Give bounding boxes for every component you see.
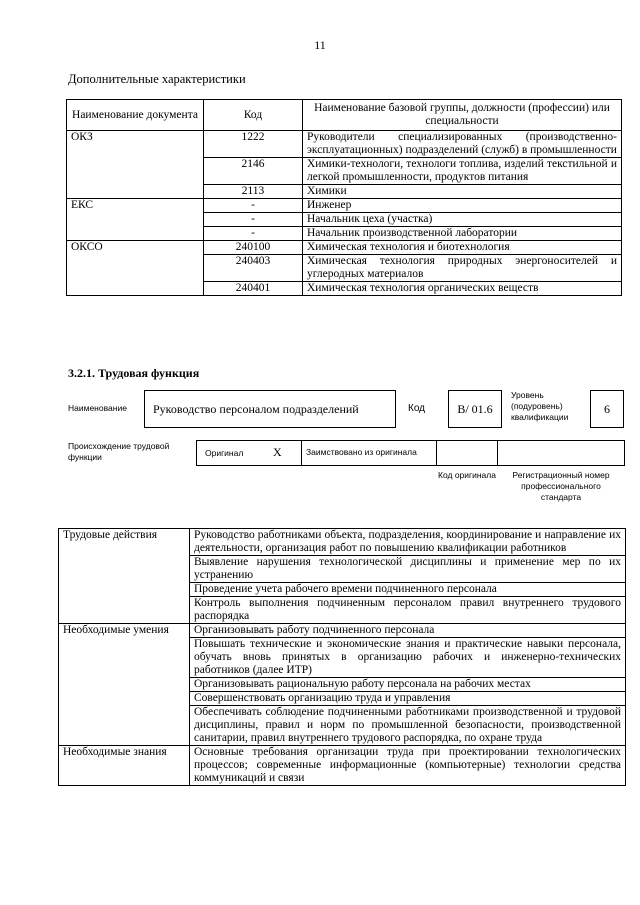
table-row	[59, 706, 626, 746]
level-label: Уровень (подуровень) квалификации	[511, 390, 569, 422]
function-code-value: B/ 01.6	[448, 390, 502, 428]
row-text: Основные требования организации труда при проектировании технологических процессов; современные информационные (компьютерные) технологии средства коммуникаций и связи	[190, 746, 626, 786]
row-name: Химическая технология природных энергоносителей и углеродных материалов	[303, 255, 622, 282]
table-row	[59, 583, 626, 597]
additional-characteristics-table	[66, 99, 622, 296]
row-label	[59, 678, 190, 692]
row-text: Организовывать работу подчиненного персонала	[190, 624, 626, 638]
row-code: 2146	[204, 158, 303, 185]
row-label	[59, 638, 190, 678]
row-name: Химическая технология и биотехнология	[303, 241, 622, 255]
original-cell	[196, 440, 302, 466]
row-doc: ЕКС	[67, 199, 204, 213]
borrowed-cell	[301, 440, 437, 466]
row-name: Начальник производственной лаборатории	[303, 227, 622, 241]
table-row	[59, 692, 626, 706]
row-name: Химическая технология органических веществ	[303, 282, 622, 296]
table-row	[67, 185, 622, 199]
row-doc	[67, 213, 204, 227]
original-code-cell	[436, 440, 498, 466]
row-text: Повышать технические и экономические знания и практические навыки персонала, обучать вновь принятых в организацию рабочих и инженерно-технических работников (далее ИТР)	[190, 638, 626, 678]
reg-caption: Регистрационный номер профессионального стандарта	[512, 470, 610, 502]
table-row	[59, 597, 626, 624]
row-name: Начальник цеха (участка)	[303, 213, 622, 227]
row-text: Руководство работниками объекта, подразделения, координирование и направление их деятельности, организация работ по повышению квалификации работников	[190, 529, 626, 556]
function-name-value: Руководство персоналом подразделений	[144, 390, 396, 428]
row-code: 2113	[204, 185, 303, 199]
table-row	[59, 624, 626, 638]
table-row	[59, 746, 626, 786]
section-title: Дополнительные характеристики	[68, 72, 246, 86]
page-number: 11	[314, 38, 326, 52]
row-code: -	[204, 213, 303, 227]
header-code: Код	[204, 100, 303, 131]
row-name: Химики	[303, 185, 622, 199]
function-title: 3.2.1. Трудовая функция	[68, 366, 200, 380]
row-name: Инженер	[303, 199, 622, 213]
row-label: Необходимые умения	[59, 624, 190, 638]
code-caption: Код оригинала	[438, 470, 496, 480]
row-label	[59, 692, 190, 706]
row-label	[59, 597, 190, 624]
row-code: -	[204, 199, 303, 213]
original-label: Оригинал	[205, 448, 244, 458]
row-name: Химики-технологи, технологи топлива, изделий текстильной и легкой промышленности, продуктов питания	[303, 158, 622, 185]
table-row	[67, 158, 622, 185]
table-row	[67, 131, 622, 158]
table-row	[67, 199, 622, 213]
table-row	[67, 255, 622, 282]
row-code: -	[204, 227, 303, 241]
original-mark: X	[273, 445, 282, 459]
row-code: 1222	[204, 131, 303, 158]
table-row	[67, 213, 622, 227]
row-label	[59, 556, 190, 583]
function-details-table	[58, 528, 626, 786]
row-doc	[67, 158, 204, 185]
table-row	[59, 638, 626, 678]
row-text: Совершенствовать организацию труда и управления	[190, 692, 626, 706]
row-text: Обеспечивать соблюдение подчиненными работниками производственной и трудовой дисциплины, правил и норм по промышленной безопасности, производственной санитарии, правил внутреннего трудового распорядка, по охране труда	[190, 706, 626, 746]
row-label	[59, 706, 190, 746]
row-label: Необходимые знания	[59, 746, 190, 786]
row-doc	[67, 282, 204, 296]
origin-label: Происхождение трудовой функции	[68, 441, 170, 462]
table-row	[67, 227, 622, 241]
row-doc	[67, 227, 204, 241]
header-name: Наименование базовой группы, должности (профессии) или специальности	[303, 100, 622, 131]
row-text: Проведение учета рабочего времени подчиненного персонала	[190, 583, 626, 597]
row-name: Руководители специализированных (производственно-эксплуатационных) подразделений (служб) в промышленности	[303, 131, 622, 158]
row-code: 240100	[204, 241, 303, 255]
reg-number-cell	[497, 440, 625, 466]
header-doc: Наименование документа	[67, 100, 204, 131]
borrowed-label: Заимствовано из оригинала	[306, 447, 417, 457]
row-doc	[67, 255, 204, 282]
row-code: 240403	[204, 255, 303, 282]
row-doc: ОКСО	[67, 241, 204, 255]
table-row	[67, 241, 622, 255]
table-header-row	[67, 100, 622, 131]
code-label: Код	[408, 403, 426, 414]
row-label	[59, 583, 190, 597]
table-row	[67, 282, 622, 296]
row-text: Организовывать рациональную работу персонала на рабочих местах	[190, 678, 626, 692]
row-doc: ОКЗ	[67, 131, 204, 158]
row-doc	[67, 185, 204, 199]
name-label: Наименование	[68, 403, 127, 413]
row-code: 240401	[204, 282, 303, 296]
row-text: Выявление нарушения технологической дисциплины и применение мер по их устранению	[190, 556, 626, 583]
table-row	[59, 556, 626, 583]
table-row	[59, 529, 626, 556]
table-row	[59, 678, 626, 692]
row-text: Контроль выполнения подчиненным персоналом правил внутреннего трудового распорядка	[190, 597, 626, 624]
level-value: 6	[590, 390, 624, 428]
row-label: Трудовые действия	[59, 529, 190, 556]
